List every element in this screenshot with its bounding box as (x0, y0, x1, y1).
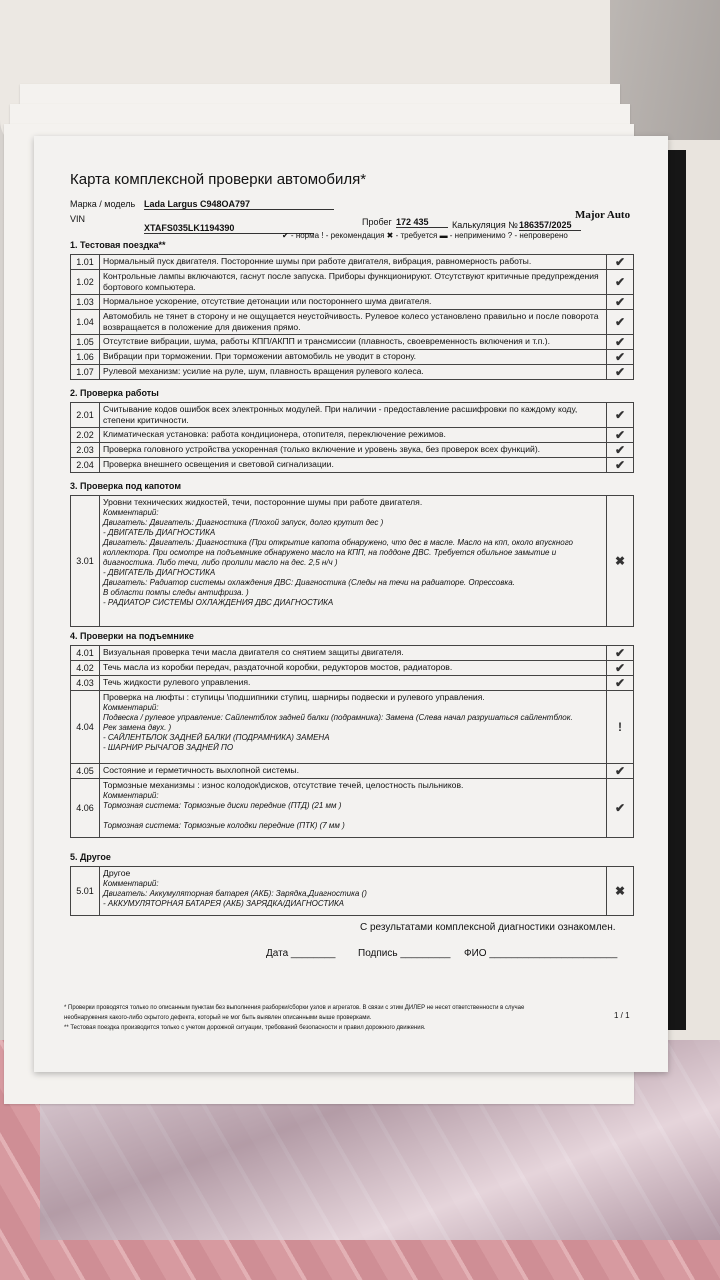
check-icon: ✔ (614, 428, 626, 442)
row-number: 4.01 (71, 646, 100, 660)
check-icon: ✔ (614, 365, 626, 379)
row-number: 4.04 (71, 691, 100, 763)
row-text-block (100, 496, 607, 626)
comment-line: - ДВИГАТЕЛЬ ДИАГНОСТИКА (103, 528, 216, 537)
comment-line: Тормозная система: Тормозные колодки передние (ПТК) (7 мм ) (103, 821, 345, 830)
row-number: 1.03 (71, 295, 100, 309)
comment-line: - РАДИАТОР СИСТЕМЫ ОХЛАЖДЕНИЯ ДВС ДИАГНОСТИКА (103, 598, 334, 607)
comment-line: Двигатель: Радиатор системы охлаждения ДВС: Диагностика (Следы на течи на радиаторе. Опрессовка. (103, 578, 515, 587)
comment-line: Двигатель: Аккумуляторная батарея (АКБ): Зарядка,Диагностика () (103, 889, 367, 898)
row-text: Тормозные механизмы : износ колодок\дисков, отсутствие течей, целостность пыльников. (103, 780, 464, 790)
comment-line: диагностика. Либо течи, либо пролили масло на дес. 2,5 н/ч ) (103, 558, 338, 567)
row-text-block (100, 691, 607, 763)
row-number: 4.06 (71, 779, 100, 837)
check-row (70, 645, 634, 661)
name-field: ФИО _______________________ (464, 948, 618, 959)
row-number: 4.03 (71, 676, 100, 690)
footnote: ** Тестовая поездка производится только с учетом дорожной ситуации, требований безопасности и правил дорожного движения. (64, 1025, 426, 1031)
row-text: Отсутствие вибрации, шума, работы КПП/АКПП и трансмиссии (плавность, своевременность включения и т.п.). (100, 335, 607, 349)
check-row (70, 495, 634, 627)
calc-value: 186357/2025 (519, 220, 581, 231)
check-icon: ✔ (614, 801, 626, 815)
row-text: Визуальная проверка течи масла двигателя со снятием защиты двигателя. (100, 646, 607, 660)
row-number: 1.01 (71, 255, 100, 269)
row-number: 1.05 (71, 335, 100, 349)
check-row (70, 778, 634, 838)
comment-line: В области помпы следы антифриза. ) (103, 588, 249, 597)
check-icon: ✔ (614, 764, 626, 778)
check-icon: ✔ (614, 443, 626, 457)
check-row (70, 269, 634, 295)
section-title: 5. Другое (70, 852, 111, 862)
section-title: 4. Проверки на подъемнике (70, 631, 194, 641)
warning-icon: ! (618, 720, 622, 734)
comment-line: Тормозная система: Тормозные диски передние (ПТД) (21 мм ) (103, 801, 342, 810)
vin-label: VIN (70, 214, 86, 224)
make-label: Марка / модель (70, 199, 136, 209)
check-icon: ✔ (614, 335, 626, 349)
check-row (70, 675, 634, 691)
comment-label: Комментарий: (103, 703, 159, 712)
inspection-sheet (34, 136, 668, 1072)
comment-line: - ШАРНИР РЫЧАГОВ ЗАДНЕЙ ПО (103, 743, 234, 752)
row-text: Рулевой механизм: усилие на руле, шум, плавность вращения рулевого колеса. (100, 365, 607, 379)
date-field: Дата ________ (266, 948, 336, 959)
row-number: 2.04 (71, 458, 100, 472)
comment-label: Комментарий: (103, 879, 159, 888)
row-text: Состояние и герметичность выхлопной системы. (100, 764, 607, 778)
row-number: 5.01 (71, 867, 100, 915)
comment-line: Двигатель: Двигатель: Диагностика (Плохой запуск, долго крутит дес ) (103, 518, 384, 527)
mileage-value: 172 435 (396, 217, 448, 228)
comment-line: - ДВИГАТЕЛЬ ДИАГНОСТИКА (103, 568, 216, 577)
comment-block (103, 791, 603, 831)
comment-label: Комментарий: (103, 791, 159, 800)
comment-block (103, 508, 603, 608)
check-icon: ✔ (614, 255, 626, 269)
row-text: Другое (103, 868, 131, 878)
comment-line: коллектора. При осмотре на подъемнике обнаружено масло на КПП, на поддоне ДВС. Требуется обильное замытие и (103, 548, 557, 557)
row-number: 1.02 (71, 270, 100, 294)
calc-label: Калькуляция № (452, 220, 518, 230)
row-text: Нормальное ускорение, отсутствие детонации или постороннего шума двигателя. (100, 295, 607, 309)
section-title: 1. Тестовая поездка** (70, 240, 166, 250)
check-icon: ✔ (614, 646, 626, 660)
check-icon: ✔ (614, 458, 626, 472)
check-row (70, 690, 634, 764)
comment-line: Двигатель: Двигатель: Диагностика (При открытие капота обнаружено, что дес в масле. Масло на кпп, около впускного (103, 538, 574, 547)
signature-field: Подпись _________ (358, 948, 451, 959)
check-row (70, 334, 634, 350)
row-number: 1.04 (71, 310, 100, 334)
footnote: * Проверки проводятся только по описанным пунктам без выполнения разборки/сборки узлов и агрегатов. В связи с этим ДИЛЕР не несет ответственности в случае (64, 1005, 525, 1011)
cross-icon: ✖ (614, 884, 626, 898)
check-row (70, 349, 634, 365)
footnote: необнаружения какого-либо скрытого дефекта, который не мог быть выявлен описанными выше проверками. (64, 1015, 372, 1021)
row-number: 4.05 (71, 764, 100, 778)
row-text: Проверка головного устройства ускоренная (только включение и уровень звука, без проверок всех функций). (100, 443, 607, 457)
check-row (70, 364, 634, 380)
row-text: Течь жидкости рулевого управления. (100, 676, 607, 690)
status-legend: ✔ - норма ! - рекомендация ✖ - требуется ▬ - неприменимо ? - непроверено (282, 231, 568, 240)
row-text: Автомобиль не тянет в сторону и не ощущается неустойчивость. Рулевое колесо установлено правильно и после поворота возвращается в положение для движения прямо. (100, 310, 607, 334)
row-text: Проверка на люфты : ступицы \подшипники ступиц, шарниры подвески и рулевого управления. (103, 692, 485, 702)
row-text: Контрольные лампы включаются, гаснут после запуска. Приборы функционируют. Отсутствуют критичные предупреждения бортового компьютера. (100, 270, 607, 294)
row-number: 1.07 (71, 365, 100, 379)
check-icon: ✔ (614, 350, 626, 364)
check-row (70, 457, 634, 473)
row-text-block (100, 867, 607, 915)
check-icon: ✔ (614, 676, 626, 690)
comment-line: - АККУМУЛЯТОРНАЯ БАТАРЕЯ (АКБ) ЗАРЯДКА/ДИАГНОСТИКА (103, 899, 345, 908)
row-text: Уровни технических жидкостей, течи, посторонние шумы при работе двигателя. (103, 497, 423, 507)
comment-line: - САЙЛЕНТБЛОК ЗАДНЕЙ БАЛКИ (ПОДРАМНИКА) ЗАМЕНА (103, 733, 330, 742)
page-number: 1 / 1 (614, 1011, 630, 1020)
check-row (70, 660, 634, 676)
brand-logo: Major Auto (575, 209, 631, 221)
check-row (70, 763, 634, 779)
row-text: Нормальный пуск двигателя. Посторонние шумы при работе двигателя, вибрация, равномерность работы. (100, 255, 607, 269)
row-text: Вибрации при торможении. При торможении автомобиль не уводит в сторону. (100, 350, 607, 364)
row-text-block (100, 779, 607, 837)
comment-line: Подвеска / рулевое управление: Сайлентблок задней балки (подрамника): Замена (Слева начал разрушаться сайлентблок. (103, 713, 573, 722)
row-number: 2.03 (71, 443, 100, 457)
check-icon: ✔ (614, 661, 626, 675)
vin-value: XTAFS035LK1194390 (144, 223, 314, 234)
mileage-label: Пробег (362, 217, 392, 227)
row-text: Проверка внешнего освещения и световой сигнализации. (100, 458, 607, 472)
section-title: 3. Проверка под капотом (70, 481, 181, 491)
comment-block (103, 703, 603, 753)
check-row (70, 309, 634, 335)
cross-icon: ✖ (614, 554, 626, 568)
row-number: 1.06 (71, 350, 100, 364)
comment-line: Рек замена двух. ) (103, 723, 172, 732)
comment-label: Комментарий: (103, 508, 159, 517)
make-value: Lada Largus C948OA797 (144, 199, 334, 210)
comment-line (103, 811, 603, 821)
check-icon: ✔ (614, 295, 626, 309)
acknowledgement: С результатами комплексной диагностики ознакомлен. (360, 922, 616, 933)
check-icon: ✔ (614, 408, 626, 422)
row-text: Климатическая установка: работа кондиционера, отопителя, переключение режимов. (100, 428, 607, 442)
check-icon: ✔ (614, 315, 626, 329)
check-row (70, 442, 634, 458)
check-row (70, 254, 634, 270)
row-number: 2.01 (71, 403, 100, 427)
section-title: 2. Проверка работы (70, 388, 159, 398)
row-number: 2.02 (71, 428, 100, 442)
check-row (70, 427, 634, 443)
row-text: Течь масла из коробки передач, раздаточной коробки, редукторов мостов, радиаторов. (100, 661, 607, 675)
check-row (70, 866, 634, 916)
row-number: 4.02 (71, 661, 100, 675)
row-number: 3.01 (71, 496, 100, 626)
check-row (70, 402, 634, 428)
check-row (70, 294, 634, 310)
row-text: Считывание кодов ошибок всех электронных модулей. При наличии - предоставление расшифровки по каждому коду, степени критичности. (100, 403, 607, 427)
page-title: Карта комплексной проверки автомобиля* (70, 171, 367, 188)
comment-block (103, 879, 603, 909)
check-icon: ✔ (614, 275, 626, 289)
